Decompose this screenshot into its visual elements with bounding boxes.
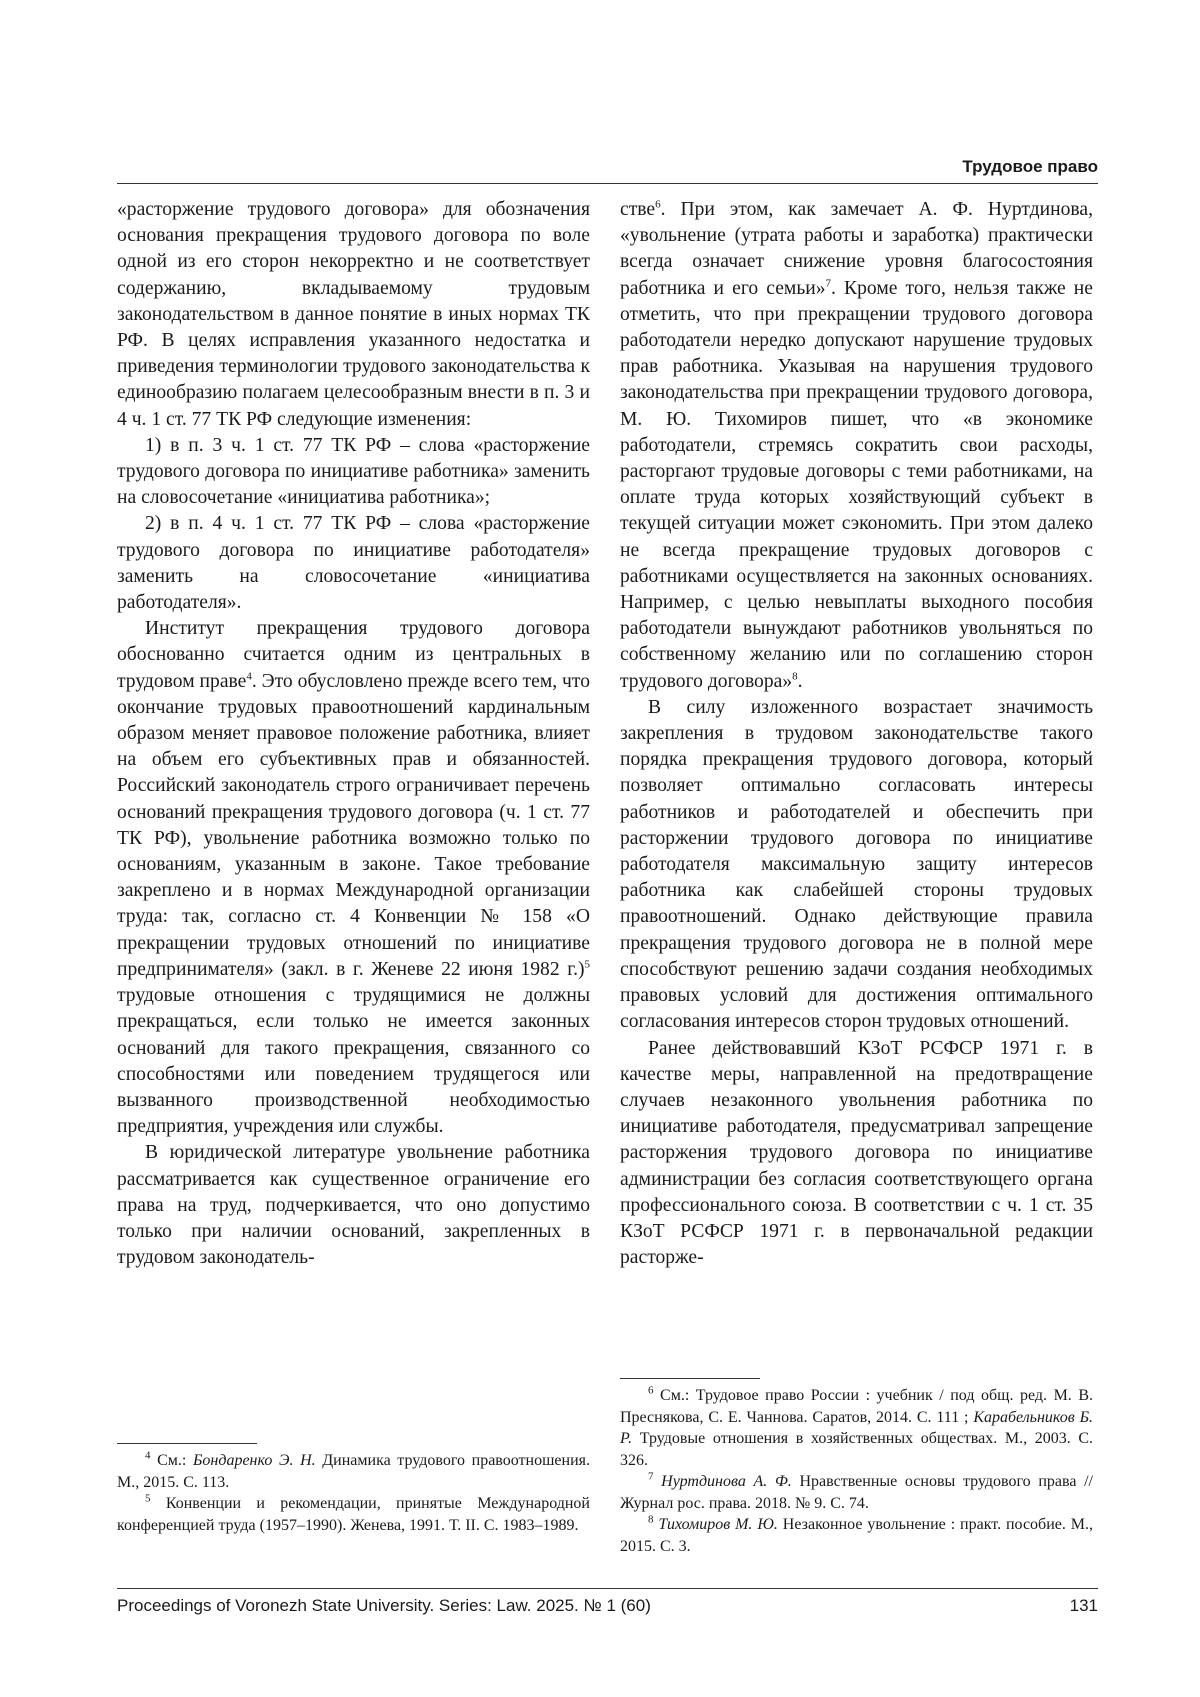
paragraph: «расторжение трудового договора» для обозначения основания прекращения трудового договора по воле одной из его сторон некорректно и не соответствует содержанию, вкладываемому трудовым законодательством в данное понятие в иных нормах ТК РФ. В целях исправления указанного недостатка и приведения терминологии трудового законодательства к единообразию полагаем целесообразным внести в п. 3 и 4 ч. 1 ст. 77 ТК РФ следующие изменения: [117, 199, 590, 430]
footnote: $^6$ См.: Трудовое право России : учебник / под общ. ред. М. В. Преснякова, С. Е. Чаннова. Саратов, 2014. С. 111 ; Карабельников Б. Р. Трудовые отношения в хозяйственных обществах. М., 2003. С. 326. [620, 1384, 1093, 1469]
header-divider [117, 183, 1098, 184]
journal-citation: Proceedings of Voronezh State University. Series: Law. 2025. № 1 (60) [117, 1596, 651, 1615]
footnote: $^4$ См.: Бондаренко Э. Н. Динамика трудового правоотношения. М., 2015. С. 113. [117, 1449, 590, 1491]
page-number: 131 [1069, 1596, 1098, 1615]
footnote-ref-4[interactable]: 4 [246, 670, 252, 683]
footnote-ref-8[interactable]: 8 [792, 670, 798, 683]
running-header-title: Трудовое право [962, 157, 1098, 176]
footnotes-left [117, 1450, 590, 1536]
footnote-ref-5[interactable]: 5 [584, 958, 590, 971]
paragraph: Ранее действовавший КЗоТ РСФСР 1971 г. в качестве меры, направленной на предотвращение случаев незаконного увольнения работника по инициативе работодателя, предусматривал запрещение расторжения трудового договора по инициативе администрации без согласия соответствующего органа профессионального союза. В соответствии с ч. 1 ст. 35 КЗоТ РСФСР 1971 г. в первоначальной редакции расторже- [620, 1037, 1093, 1269]
footnotes-right [620, 1385, 1093, 1557]
amendment-item-2: 2) в п. 4 ч. 1 ст. 77 ТК РФ – слова «расторжение трудового договора по инициативе работодателя» заменить на словосочетание «инициатива работодателя». [117, 513, 590, 614]
footnote-ref-6[interactable]: 6 [655, 198, 661, 211]
paragraph: Институт прекращения трудового договора обоснованно считается одним из центральных в трудовом праве$^4$. Это обусловлено прежде всего тем, что окончание трудовых правоотношений кардинальным образом меняет правовое положение работника, влияет на объем его субъективных прав и обязанностей. Российский законодатель строго ограничивает перечень оснований прекращения трудового договора (ч. 1 ст. 77 ТК РФ), увольнение работника возможно только по основаниям, указанным в законе. Такое требование закреплено и в нормах Международной организации труда: так, согласно ст. 4 Конвенции № 158 «О прекращении трудовых отношений по инициативе предпринимателя» (закл. в г. Женеве 22 июня 1982 г.)$^5$ трудовые отношения с трудящимися не должны прекращаться, если только не имеется законных оснований для такого прекращения, связанного со способностями или поведением трудящегося или вызванного производственной необходимостью предприятия, учреждения или службы. [117, 618, 590, 1138]
footnote: $^5$ Конвенции и рекомендации, принятые Международной конференцией труда (1957–1990). Женева, 1991. Т. II. С. 1983–1989. [117, 1492, 590, 1534]
paragraph: стве$^6$. При этом, как замечает А. Ф. Нуртдинова, «увольнение (утрата работы и заработка) практически всегда означает снижение уровня благосостояния работника и его семьи»$^7$. Кроме того, нельзя также не отметить, что при прекращении трудового договора работодатели нередко допускают нарушение трудовых прав работника. Указывая на нарушения трудового законодательства при прекращении трудового договора, М. Ю. Тихомиров пишет, что «в экономике работодатели, стремясь сократить свои расходы, расторгают трудовые договоры с теми работниками, на оплате труда которых хозяйствующий субъект в текущей ситуации может сэкономить. При этом далеко не всегда прекращение трудовых договоров с работниками осуществляется на законных основаниях. Например, с целью невыплаты выходного пособия работодатели вынуждают работников увольняться по собственному желанию или по соглашению сторон трудового договора»$^8$. [620, 198, 1093, 692]
footer-divider [117, 1588, 1098, 1589]
footnote-ref-7[interactable]: 7 [825, 277, 832, 290]
right-text-column [620, 197, 1093, 1271]
footnote-separator [620, 1378, 760, 1379]
footnote: $^8$ Тихомиров М. Ю. Незаконное увольнение : практ. пособие. М., 2015. С. 3. [620, 1513, 1094, 1555]
paragraph: В юридической литературе увольнение работника рассматривается как существенное ограничение его права на труд, подчеркивается, что оно допустимо только при наличии оснований, закрепленных в трудовом законодатель- [117, 1142, 590, 1269]
footnote: $^7$ Нуртдинова А. Ф. Нравственные основы трудового права // Журнал рос. права. 2018. № 9. С. 74. [620, 1470, 1093, 1512]
amendment-item-1: 1) в п. 3 ч. 1 ст. 77 ТК РФ – слова «расторжение трудового договора по инициативе работника» заменить на словосочетание «инициатива работника»; [117, 434, 590, 509]
left-text-column [117, 197, 590, 1271]
paragraph: В силу изложенного возрастает значимость закрепления в трудовом законодательстве такого порядка прекращения трудового договора, который позволяет оптимально согласовать интересы работников и работодателей и обеспечить при расторжении трудового договора по инициативе работодателя максимальную защиту интересов работника как слабейшей стороны трудовых правоотношений. Однако действующие правила прекращения трудового договора не в полной мере способствуют решению задачи создания необходимых правовых условий для достижения оптимального согласования интересов сторон трудовых отношений. [620, 696, 1093, 1033]
footnote-separator [117, 1443, 257, 1444]
